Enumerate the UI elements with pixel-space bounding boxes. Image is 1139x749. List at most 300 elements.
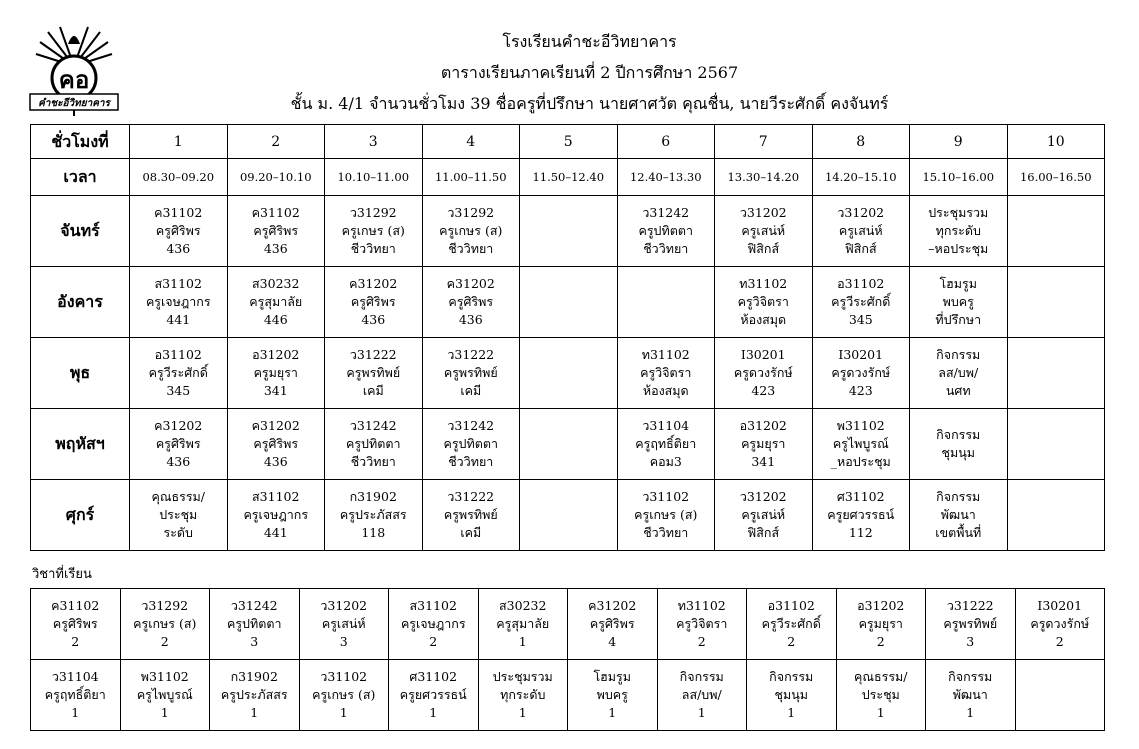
schedule-cell [617,196,715,267]
cell-line: ชีววิทยา [643,241,689,256]
cell-line: ค31202 [349,276,398,291]
cell-line: 1 [697,705,706,720]
cell-line: ว31102 [320,669,368,684]
cell-line: อ31102 [154,347,202,362]
cell-line: ระดับ [163,525,193,540]
cell-line: 1 [71,705,80,720]
subject-cell [120,660,210,731]
schedule-cell [422,196,520,267]
cell-line: ค31202 [154,418,203,433]
cell-line: ครูเสน่ห์ [838,223,883,238]
period-time: 11.50–12.40 [520,159,618,196]
cell-line: คุณธรรม/ [151,489,205,504]
cell-line: พบครู [942,294,974,309]
cell-line: ประชุม [861,687,900,702]
subject-cell [926,589,1016,660]
schedule-cell [617,480,715,551]
cell-line: ชุมนุม [941,445,975,460]
cell-line: อ31102 [837,276,885,291]
cell-line: 1 [518,634,527,649]
period-number: 1 [130,125,228,159]
schedule-cell [812,409,910,480]
subject-cell [836,660,926,731]
schedule-cell [520,409,618,480]
schedule-cell [910,196,1008,267]
class-info: ชั้น ม. 4/1 จำนวนชั่วโมง 39 ชื่อครูที่ปรึกษา นายศาศวัต คุณชื่น, นายวีระศักดิ์ คงจันทร์ [290,94,889,113]
cell-line: ชีววิทยา [350,241,396,256]
cell-line: ครูศิริพร [155,223,201,238]
schedule-cell [812,338,910,409]
schedule-cell [617,267,715,338]
cell-line: ครูสุมาลัย [496,616,550,631]
schedule-cell [130,480,228,551]
subject-cell [210,660,300,731]
cell-line: อ31202 [252,347,300,362]
cell-line: ท31102 [677,598,726,613]
cell-line: 2 [429,634,438,649]
cell-line: ที่ปรึกษา [935,312,982,327]
cell-line: ครูสุมาลัย [249,294,303,309]
subject-cell [120,589,210,660]
cell-line: กิจกรรม [936,427,981,442]
cell-line: ครูเจษฎากร [400,616,466,631]
cell-line: ประชุม [159,507,198,522]
timetable-title: ตารางเรียนภาคเรียนที่ 2 ปีการศึกษา 2567 [440,63,739,82]
cell-line: โฮมรูม [939,276,978,291]
schedule-cell [325,267,423,338]
cell-line: ครูเกษร (ส) [634,507,698,522]
cell-line: ครูพรทิพย์ [443,365,498,380]
cell-line: ค31102 [51,598,100,613]
period-time: 11.00–11.50 [422,159,520,196]
cell-line: กิจกรรม [679,669,724,684]
cell-line: ชีววิทยา [350,454,396,469]
cell-line: ก31902 [349,489,397,504]
period-number: 4 [422,125,520,159]
cell-line: _หอประชุม [830,454,891,469]
schedule-cell [715,480,813,551]
cell-line: ว31292 [349,205,397,220]
cell-line: กิจกรรม [936,489,981,504]
schedule-cell [617,409,715,480]
cell-line: ว31202 [739,205,787,220]
schedule-cell [325,196,423,267]
cell-line: ว31242 [230,598,278,613]
cell-line: ครูเสน่ห์ [741,223,786,238]
cell-line: ครูพรทิพย์ [346,365,401,380]
cell-line: ชีววิทยา [643,525,689,540]
cell-line: 436 [361,312,386,327]
period-number: 3 [325,125,423,159]
cell-line: ครูปทิตตา [345,436,401,451]
schedule-cell [130,196,228,267]
svg-text:คอ: คอ [58,66,90,94]
schedule-cell [130,338,228,409]
cell-line: พ31102 [836,418,885,433]
cell-line: 423 [751,383,776,398]
cell-line: ครูเสน่ห์ [741,507,786,522]
cell-line: ครูศิริพร [155,436,201,451]
cell-line: ครูเสน่ห์ [321,616,366,631]
cell-line: ประชุมรวม [492,669,553,684]
cell-line: ห้องสมุด [642,383,689,398]
cell-line: 1 [966,705,975,720]
cell-line: ประชุมรวม [928,205,989,220]
cell-line: ครูเจษฎากร [243,507,309,522]
cell-line: พ31102 [140,669,189,684]
schedule-cell [910,480,1008,551]
cell-line: ว31242 [642,205,690,220]
cell-line: ครูเกษร (ส) [439,223,503,238]
cell-line: ครูศิริพร [448,294,494,309]
day-name: อังคาร [31,267,130,338]
subject-cell [568,660,658,731]
subjects-row [31,589,1105,660]
cell-line: ครูศิริพร [52,616,98,631]
cell-line: ส31102 [409,598,457,613]
subject-cell [1015,660,1105,731]
cell-line: กิจกรรม [936,347,981,362]
timetable [30,124,1105,551]
cell-line: 2 [876,634,885,649]
cell-line: ครูดวงรักษ์ [831,365,891,380]
cell-line: ว31202 [320,598,368,613]
subjects-caption: วิชาที่เรียน [32,567,92,582]
cell-line: อ31202 [857,598,905,613]
schedule-cell [1007,267,1105,338]
cell-line: ว31222 [447,489,495,504]
subject-cell [210,589,300,660]
cell-line: ครูศิริพร [253,223,299,238]
schedule-cell [325,338,423,409]
cell-line: กิจกรรม [948,669,993,684]
cell-line: 2 [71,634,80,649]
cell-line: เคมี [460,525,482,540]
cell-line: ครูศิริพร [589,616,635,631]
cell-line: 118 [361,525,386,540]
cell-line: ค31102 [154,205,203,220]
period-time: 08.30–09.20 [130,159,228,196]
subjects-row [31,660,1105,731]
cell-line: ฟิสิกส์ [747,241,780,256]
cell-line: ครูเกษร (ส) [341,223,405,238]
cell-line: 441 [166,312,191,327]
cell-line: ครูมยุรา [253,365,298,380]
cell-line: ครูปทิตตา [443,436,498,451]
cell-line: ส30232 [499,598,547,613]
schedule-cell [1007,338,1105,409]
period-number: 2 [227,125,325,159]
cell-line: 3 [250,634,259,649]
schedule-cell [812,480,910,551]
cell-line: 1 [429,705,438,720]
period-number: 7 [715,125,813,159]
cell-line: 1 [160,705,169,720]
cell-line: ชุมนุม [774,687,808,702]
cell-line: 3 [339,634,348,649]
cell-line: 446 [263,312,288,327]
cell-line: 441 [263,525,288,540]
day-name: พฤหัสฯ [31,409,130,480]
cell-line: ว31102 [642,489,690,504]
cell-line: ว31222 [349,347,397,362]
cell-line: ท31102 [739,276,788,291]
period-time: 10.10–11.00 [325,159,423,196]
day-row [31,409,1105,480]
cell-line: ส30232 [252,276,300,291]
cell-line: ส31102 [252,489,300,504]
day-name: ศุกร์ [31,480,130,551]
cell-line: ค31202 [446,276,495,291]
cell-line: ทุกระดับ [500,687,546,702]
cell-line: 2 [787,634,796,649]
cell-line: ศ31102 [836,489,885,504]
day-name: จันทร์ [31,196,130,267]
cell-line: 112 [848,525,873,540]
period-time: 16.00–16.50 [1007,159,1105,196]
cell-line: 436 [166,454,191,469]
subject-cell [299,589,389,660]
period-time: 09.20–10.10 [227,159,325,196]
cell-line: I30201 [838,347,884,362]
subject-cell [389,660,479,731]
schedule-cell [520,267,618,338]
cell-line: ชีววิทยา [448,454,494,469]
time-header-label: เวลา [31,159,130,196]
cell-line: 436 [458,312,483,327]
cell-line: ว31202 [837,205,885,220]
cell-line: ครูวิจิตรา [737,294,789,309]
period-time: 15.10–16.00 [910,159,1008,196]
cell-line: 2 [160,634,169,649]
cell-line: 2 [1055,634,1064,649]
cell-line: ส31102 [154,276,202,291]
cell-line: ครูมยุรา [858,616,903,631]
cell-line: ก31902 [230,669,278,684]
cell-line: อ31202 [739,418,787,433]
cell-line: ครูวีระศักดิ์ [148,365,208,380]
cell-line: ลส/บพ/ [938,365,979,380]
cell-line: ว31202 [739,489,787,504]
cell-line: ครูประภัสสร [339,507,407,522]
schedule-cell [520,338,618,409]
subject-cell [478,589,568,660]
cell-line: ชีววิทยา [448,241,494,256]
cell-line: ครูพรทิพย์ [943,616,998,631]
cell-line: 1 [250,705,259,720]
cell-line: –หอประชุม [928,241,989,256]
schedule-cell [520,196,618,267]
day-name: พุธ [31,338,130,409]
day-row [31,338,1105,409]
period-time: 14.20–15.10 [812,159,910,196]
schedule-cell [325,409,423,480]
cell-line: ครูฤทธิ์ติยา [635,436,697,451]
schedule-cell [715,338,813,409]
subject-cell [389,589,479,660]
subject-cell [926,660,1016,731]
cell-line: ครูวิจิตรา [640,365,692,380]
period-time: 13.30–14.20 [715,159,813,196]
schedule-cell [325,480,423,551]
cell-line: ครูปทิตตา [226,616,282,631]
schedule-cell [422,338,520,409]
schedule-cell [227,409,325,480]
school-name: โรงเรียนคำชะอีวิทยาคาร [502,32,677,51]
cell-line: ครูเกษร (ส) [133,616,197,631]
schedule-cell [1007,480,1105,551]
cell-line: ครูปทิตตา [638,223,693,238]
subject-cell [747,660,837,731]
cell-line: อ31102 [767,598,815,613]
subject-cell [657,660,747,731]
cell-line: ห้องสมุด [740,312,787,327]
cell-line: 436 [263,241,288,256]
cell-line: ศ31102 [409,669,458,684]
schedule-cell [227,267,325,338]
day-row [31,267,1105,338]
schedule-cell [130,409,228,480]
schedule-cell [227,338,325,409]
subject-cell [299,660,389,731]
cell-line: ว31242 [447,418,495,433]
schedule-cell [227,480,325,551]
svg-text:คำชะอีวิทยาคาร: คำชะอีวิทยาคาร [38,98,110,109]
cell-line: ท31102 [641,347,690,362]
cell-line: ว31242 [349,418,397,433]
cell-line: 341 [263,383,288,398]
cell-line: ครูเจษฎากร [145,294,211,309]
cell-line: ครูศิริพร [350,294,396,309]
cell-line: 3 [966,634,975,649]
cell-line: ครูศิริพร [253,436,299,451]
schedule-cell [812,196,910,267]
schedule-cell [520,480,618,551]
cell-line: I30201 [1037,598,1083,613]
cell-line: ว31292 [447,205,495,220]
cell-line: ครูยศวรรธน์ [399,687,467,702]
cell-line: ว31222 [946,598,994,613]
cell-line: ครูยศวรรธน์ [827,507,895,522]
cell-line: 345 [848,312,873,327]
schedule-cell [422,409,520,480]
cell-line: เขตพื้นที่ [935,525,982,540]
cell-line: 423 [848,383,873,398]
schedule-cell [617,338,715,409]
cell-line: 2 [697,634,706,649]
schedule-cell [910,409,1008,480]
cell-line: ว31292 [141,598,189,613]
schedule-cell [422,267,520,338]
cell-line: ครูไพบูรณ์ [136,687,193,702]
schedule-cell [715,409,813,480]
cell-line: 1 [518,705,527,720]
cell-line: 1 [876,705,885,720]
period-number: 10 [1007,125,1105,159]
cell-line: กิจกรรม [769,669,814,684]
cell-line: ว31222 [447,347,495,362]
schedule-cell [812,267,910,338]
cell-line: I30201 [740,347,786,362]
cell-line: 341 [751,454,776,469]
cell-line: ทุกระดับ [935,223,981,238]
cell-line: ครูประภัสสร [220,687,288,702]
cell-line: ว31104 [51,669,99,684]
subject-cell [1015,589,1105,660]
cell-line: พัฒนา [940,507,976,522]
cell-line: ครูวิจิตรา [676,616,728,631]
cell-line: เคมี [460,383,482,398]
cell-line: 436 [263,454,288,469]
cell-line: 4 [608,634,617,649]
schedule-cell [1007,409,1105,480]
schedule-cell [130,267,228,338]
cell-line: ว31104 [642,418,690,433]
cell-line: ครูพรทิพย์ [443,507,498,522]
cell-line: คอม3 [649,454,682,469]
cell-line: ครูวีระศักดิ์ [761,616,821,631]
period-number: 6 [617,125,715,159]
cell-line: ครูมยุรา [741,436,786,451]
cell-line: ครูไพบูรณ์ [832,436,889,451]
cell-line: ครูดวงรักษ์ [1030,616,1090,631]
cell-line: ครูเกษร (ส) [312,687,376,702]
cell-line: เคมี [362,383,384,398]
day-row [31,480,1105,551]
subject-cell [747,589,837,660]
period-number: 8 [812,125,910,159]
subjects-table [30,588,1105,731]
schedule-cell [422,480,520,551]
subject-cell [568,589,658,660]
cell-line: พัฒนา [952,687,988,702]
period-time: 12.40–13.30 [617,159,715,196]
cell-line: พบครู [596,687,628,702]
cell-line: 1 [787,705,796,720]
cell-line: 436 [166,241,191,256]
schedule-cell [1007,196,1105,267]
cell-line: ครูฤทธิ์ติยา [44,687,106,702]
schedule-cell [715,267,813,338]
schedule-cell [715,196,813,267]
schedule-cell [910,267,1008,338]
cell-line: 1 [608,705,617,720]
subject-cell [657,589,747,660]
day-row [31,196,1105,267]
cell-line: ฟิสิกส์ [747,525,780,540]
schedule-cell [910,338,1008,409]
subject-cell [31,589,121,660]
period-number: 9 [910,125,1008,159]
schedule-cell [227,196,325,267]
cell-line: ครูดวงรักษ์ [733,365,793,380]
cell-line: ค31202 [251,418,300,433]
cell-line: คุณธรรม/ [854,669,908,684]
cell-line: ครูวีระศักดิ์ [831,294,891,309]
cell-line: ฟิสิกส์ [844,241,877,256]
period-header-label: ชั่วโมงที่ [31,125,130,159]
cell-line: นศท [945,383,971,398]
cell-line: ลส/บพ/ [681,687,722,702]
cell-line: ค31102 [251,205,300,220]
subject-cell [31,660,121,731]
period-number: 5 [520,125,618,159]
cell-line: โฮมรูม [593,669,632,684]
cell-line: ค31202 [588,598,637,613]
subject-cell [478,660,568,731]
cell-line: 345 [166,383,191,398]
subject-cell [836,589,926,660]
